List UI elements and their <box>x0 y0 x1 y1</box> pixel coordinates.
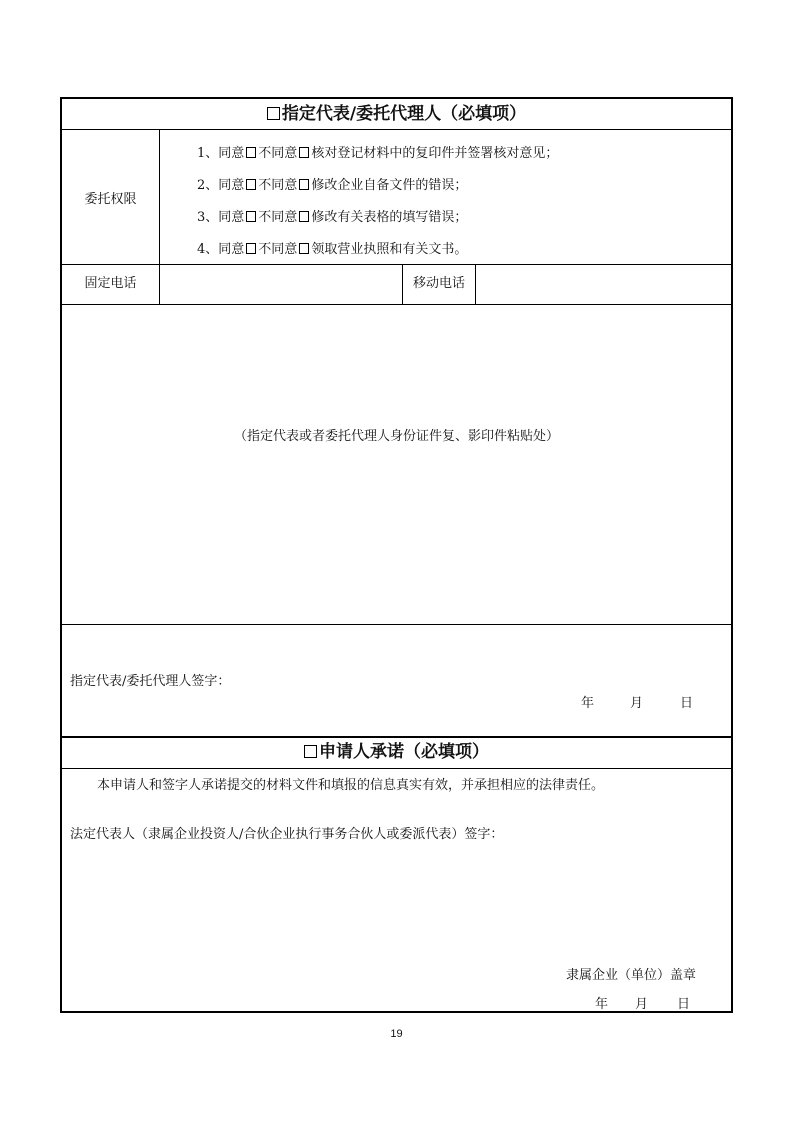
disagree-checkbox[interactable] <box>299 147 309 158</box>
agree-checkbox[interactable] <box>246 243 256 254</box>
section2-title-row <box>62 737 731 767</box>
month-label: 月 <box>630 696 644 711</box>
divider <box>159 130 160 264</box>
divider <box>62 624 731 625</box>
authority-item-2: 2、同意 不同意 修改企业自备文件的错误； <box>197 178 468 193</box>
month-label: 月 <box>635 997 649 1012</box>
commitment-text: 本申请人和签字人承诺提交的材料文件和填报的信息真实有效，并承担相应的法律责任。 <box>97 778 605 793</box>
disagree-checkbox[interactable] <box>299 179 309 190</box>
authority-item-1: 1、同意 不同意 核对登记材料中的复印件并签署核对意见； <box>197 146 559 161</box>
seal-label: 隶属企业（单位）盖章 <box>566 968 697 983</box>
disagree-checkbox[interactable] <box>299 211 309 222</box>
application-form <box>60 97 733 1013</box>
divider <box>475 265 476 304</box>
year-label: 年 <box>581 696 595 711</box>
agree-checkbox[interactable] <box>246 147 256 158</box>
mobile-label: 移动电话 <box>412 276 465 291</box>
authority-item-4: 4、同意 不同意 领取营业执照和有关文书。 <box>197 242 468 257</box>
authority-label: 委托权限 <box>84 192 137 207</box>
section2-checkbox[interactable] <box>304 745 317 758</box>
legal-rep-signature-label: 法定代表人（隶属企业投资人/合伙企业执行事务合伙人或委派代表）签字： <box>70 827 504 842</box>
section2-title: 申请人承诺（必填项） <box>319 742 489 762</box>
divider <box>62 129 731 130</box>
section1-title: 指定代表/委托代理人（必填项） <box>281 104 527 124</box>
disagree-checkbox[interactable] <box>299 243 309 254</box>
agent-signature-label: 指定代表/委托代理人签字： <box>70 674 231 689</box>
year-label: 年 <box>595 997 609 1012</box>
agree-checkbox[interactable] <box>246 211 256 222</box>
divider <box>62 264 731 265</box>
divider <box>62 768 731 769</box>
authority-item-3: 3、同意 不同意 修改有关表格的填写错误； <box>197 210 468 225</box>
divider <box>159 265 160 304</box>
section1-checkbox[interactable] <box>267 107 280 120</box>
landline-label: 固定电话 <box>84 276 137 291</box>
id-paste-area: （指定代表或者委托代理人身份证件复、影印件粘贴处） <box>233 429 559 444</box>
section1-title-row <box>62 99 731 129</box>
page-number: 19 <box>390 1028 403 1040</box>
divider <box>62 304 731 305</box>
day-label: 日 <box>680 696 694 711</box>
agree-checkbox[interactable] <box>246 179 256 190</box>
day-label: 日 <box>677 997 691 1012</box>
